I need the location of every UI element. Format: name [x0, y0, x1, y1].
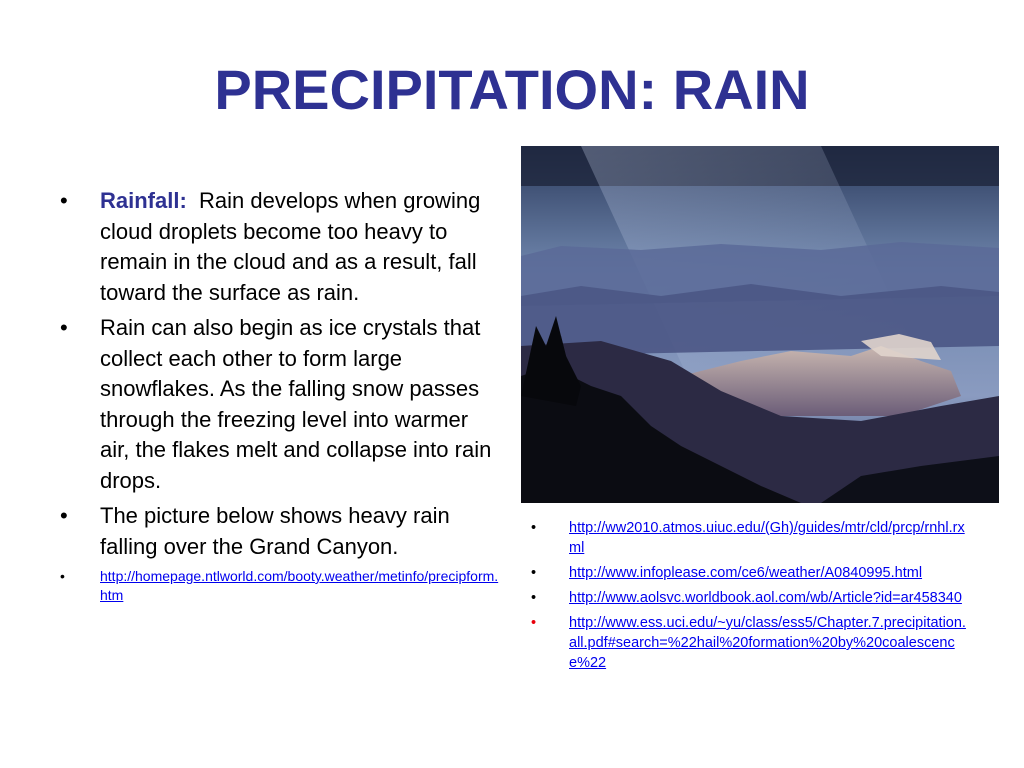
bullet-dot: •: [531, 520, 537, 536]
bullet-source-link: [60, 567, 500, 605]
bullet-text-rainfall: Rain develops when growing cloud droplets become too heavy to remain in the cloud and as a result, fall toward the surface as rain.: [100, 188, 487, 305]
bullet-text-picture: The picture below shows heavy rain falling over the Grand Canyon.: [100, 503, 450, 559]
reference-item: [528, 518, 968, 558]
bullet-text-ice-crystals: Rain can also begin as ice crystals that collect each other to form large snowflakes. As the falling snow passes through the freezing level into warmer air, the flakes melt and collapse into rain drops.: [100, 315, 492, 493]
reference-item: [528, 613, 968, 673]
bullet-dot-red: •: [531, 615, 537, 631]
slide-title: PRECIPITATION: RAIN: [214, 58, 810, 121]
reference-link-worldbook[interactable]: http://www.aolsvc.worldbook.aol.com/wb/Article?id=ar458340: [569, 590, 962, 606]
reference-link-uci[interactable]: http://www.ess.uci.edu/~yu/class/ess5/Chapter.7.precipitation.all.pdf#search=%22hail%20formation%20by%20coalescence%22: [569, 615, 966, 671]
right-references: [528, 518, 968, 678]
grand-canyon-rain-photo: [521, 146, 999, 503]
reference-link-uiuc[interactable]: http://ww2010.atmos.uiuc.edu/(Gh)/guides/mtr/cld/prcp/rnhl.rxml: [569, 520, 965, 556]
bullet-dot: •: [60, 315, 68, 340]
photo-illustration: [521, 146, 999, 503]
reference-link-infoplease[interactable]: http://www.infoplease.com/ce6/weather/A0840995.html: [569, 565, 923, 581]
bullet-list: [60, 186, 500, 605]
left-content: [60, 186, 500, 610]
bullet-lead-rainfall: Rainfall:: [100, 188, 187, 213]
source-link-metinfo[interactable]: http://homepage.ntlworld.com/booty.weather/metinfo/precipform.htm: [100, 568, 499, 603]
bullet-picture: [60, 501, 500, 562]
bullet-ice-crystals: [60, 313, 500, 496]
bullet-dot: •: [531, 565, 537, 581]
bullet-rainfall: [60, 186, 500, 308]
reference-item: [528, 588, 968, 608]
bullet-dot: •: [60, 503, 68, 528]
reference-item: [528, 563, 968, 583]
bullet-dot: •: [531, 590, 537, 606]
reference-list: [528, 518, 968, 673]
bullet-dot: •: [60, 188, 68, 213]
bullet-dot: •: [60, 568, 65, 584]
